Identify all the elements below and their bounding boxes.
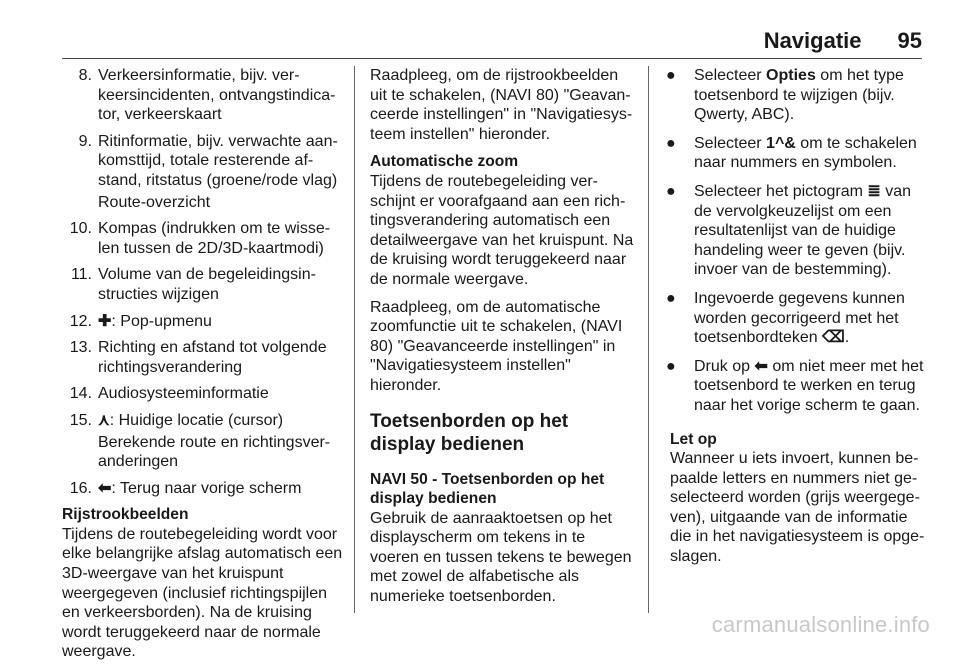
note-heading: Let op xyxy=(670,430,717,448)
bullet-icon: ● xyxy=(666,182,676,200)
list-item: ● Selecteer 1^& om te schakelen naar nummers en symbolen. xyxy=(666,134,917,172)
list-item: ● Selecteer het pictogram ≣ van de vervolgkeuzelijst om een resultatenlijst van de huidige handeling weer te geven (bijv. invoer van de bestemming). xyxy=(666,182,912,279)
numbered-list xyxy=(62,66,344,498)
paragraph: Gebruik de aanraaktoetsen op het displayscherm om tekens in te voeren en tussen tekens te bewegen met zowel de alfabetische als numerieke toetsenborden. xyxy=(370,509,632,606)
page-title: Navigatie xyxy=(763,28,862,53)
list-item: 14. Audiosysteeminformatie xyxy=(69,385,269,403)
back-arrow-icon: ⬅ xyxy=(754,357,768,375)
watermark: carmanualsonline.info xyxy=(711,612,930,637)
backspace-icon: ⌫ xyxy=(822,329,845,347)
subheading: Automatische zoom xyxy=(370,153,519,171)
list-item: 11. Volume van de begeleidingsinstructies wijzigen xyxy=(70,266,316,303)
column-divider xyxy=(354,66,355,613)
bullet-icon: ● xyxy=(666,357,676,375)
column-1 xyxy=(62,66,344,670)
section-heading: Toetsenborden op het display bedienen xyxy=(370,410,569,455)
list-item: 12. ✚: Pop-upmenu xyxy=(69,312,212,330)
list-item: ● Druk op ⬅ om niet meer met het toetsenbord te werken en terug naar het vorige scherm te gaan. xyxy=(666,357,924,414)
back-arrow-icon: ⬅ xyxy=(98,479,112,497)
paragraph: Raadpleeg, om de automatische zoomfunctie uit te schakelen, (NAVI 80) "Geavanceerde instellingen" in "Navigatiesysteem instellen" hieronder. xyxy=(370,298,623,394)
list-subitem: Route-overzicht xyxy=(98,193,211,211)
paragraph: Tijdens de routebegeleiding wordt voor elke belangrijke afslag automatisch een 3D-weergave van het kruispunt weergegeven (inclusief richtingspijlen en verkeersborden). Na de kruising wordt teruggekeerd naar de normale weergave. xyxy=(62,525,343,661)
note-text: Wanneer u iets invoert, kunnen bepaalde letters en nummers niet geselecteerd worden (grijs weergegeven), uitgaande van de informatie die in het navigatiesysteem is opgeslagen. xyxy=(670,450,925,566)
subheading: NAVI 50 - Toetsenborden op het display bedienen xyxy=(370,470,605,508)
bullet-list xyxy=(664,66,926,416)
header-divider xyxy=(62,58,922,59)
column-2 xyxy=(370,66,634,615)
list-item: 10. Kompas (indrukken om te wisselen tussen de 2D/3D-kaartmodi) xyxy=(69,220,331,257)
page-header xyxy=(764,28,922,56)
bullet-icon: ● xyxy=(666,134,676,152)
cursor-icon: ⋏ xyxy=(98,411,110,429)
bullet-icon: ● xyxy=(666,67,676,84)
plus-icon: ✚ xyxy=(98,312,112,330)
list-item: 16. ⬅: Terug naar vorige scherm xyxy=(69,479,302,497)
paragraph: Tijdens de routebegeleiding verschijnt er voorafgaand aan een richtingsverandering automatisch een detailweergave van het kruispunt. Na de kruising wordt teruggekeerd naar de normale weergave. xyxy=(370,172,634,288)
list-item: 13. Richting en afstand tot volgende richtingsverandering xyxy=(69,339,327,376)
note-box xyxy=(664,430,926,567)
bullet-icon: ● xyxy=(666,289,676,307)
list-subitem: Berekende route en richtingsveranderingen xyxy=(98,433,331,471)
page-number: 95 xyxy=(897,28,922,53)
list-item: ● Selecteer Opties om het type toetsenbord te wijzigen (bijv. Qwerty, ABC). xyxy=(666,67,904,124)
list-item: 15. ⋏: Huidige locatie (cursor) xyxy=(69,411,284,429)
list-item: 8. Verkeersinformatie, bijv. verkeersincidenten, ontvangstindicator, verkeerskaart xyxy=(78,67,336,124)
column-divider xyxy=(648,66,649,613)
list-item: 9. Ritinformatie, bijv. verwachte aankomsttijd, totale resterende afstand, ritstatus (groene/rode vlag) xyxy=(78,132,338,189)
column-3 xyxy=(664,66,926,567)
list-item: ● Ingevoerde gegevens kunnen worden gecorrigeerd met het toetsenbordteken ⌫. xyxy=(666,289,905,347)
paragraph: Raadpleeg, om de rijstrookbeelden uit te schakelen, (NAVI 80) "Geavanceerde instellingen" in "Navigatiesysteem instellen" hieronder. xyxy=(370,67,633,143)
dropdown-list-icon: ≣ xyxy=(867,182,881,200)
subheading: Rijstrookbeelden xyxy=(62,506,189,524)
